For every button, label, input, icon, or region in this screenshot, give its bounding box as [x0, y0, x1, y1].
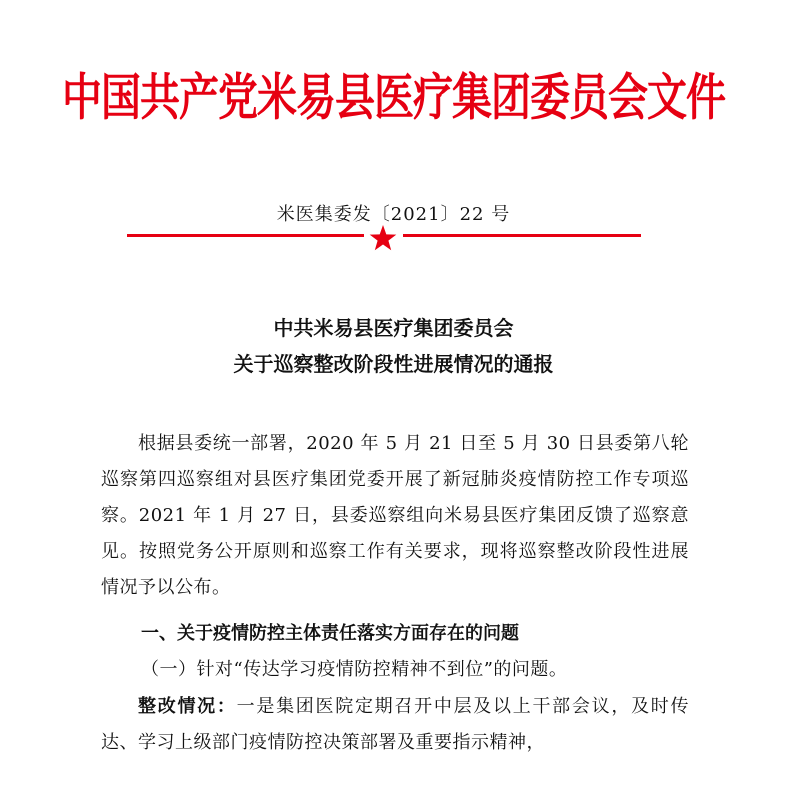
section-heading-2: （一）针对“传达学习疫情防控精神不到位”的问题。 — [141, 659, 568, 680]
body-paragraph-3 — [101, 689, 689, 761]
document-title-line2: 关于巡察整改阶段性进展情况的通报 — [233, 352, 554, 376]
document-number: 米医集委发〔2021〕22 号 — [276, 204, 511, 225]
document-title-line1: 中共米易县医疗集团委员会 — [273, 316, 514, 340]
red-star-icon — [369, 225, 397, 251]
red-rule-right — [403, 234, 641, 237]
star-shape — [370, 225, 397, 250]
rectification-text: 一是集团医院定期召开中层及以上干部会议，及时传达、学习上级部门疫情防控决策部署及重要指示精神， — [101, 696, 690, 753]
section-heading-1: 一、关于疫情防控主体责任落实方面存在的问题 — [141, 623, 519, 644]
red-rule-left — [127, 234, 364, 237]
body-paragraph-1: 根据县委统一部署，2020 年 5 月 21 日至 5 月 30 日县委第八轮巡察第四巡察组对县医疗集团党委开展了新冠肺炎疫情防控工作专项巡察。2021 年 1 月 27 日，县委巡察组向米易县医疗集团反馈了巡察意见。按照党务公开原则和巡察工作有关要求，现将巡察整改阶段性进展情况予以公布。 — [101, 433, 689, 598]
rectification-label: 整改情况： — [138, 696, 237, 717]
masthead: 中国共产党米易县医疗集团委员会文件 — [62, 69, 725, 127]
